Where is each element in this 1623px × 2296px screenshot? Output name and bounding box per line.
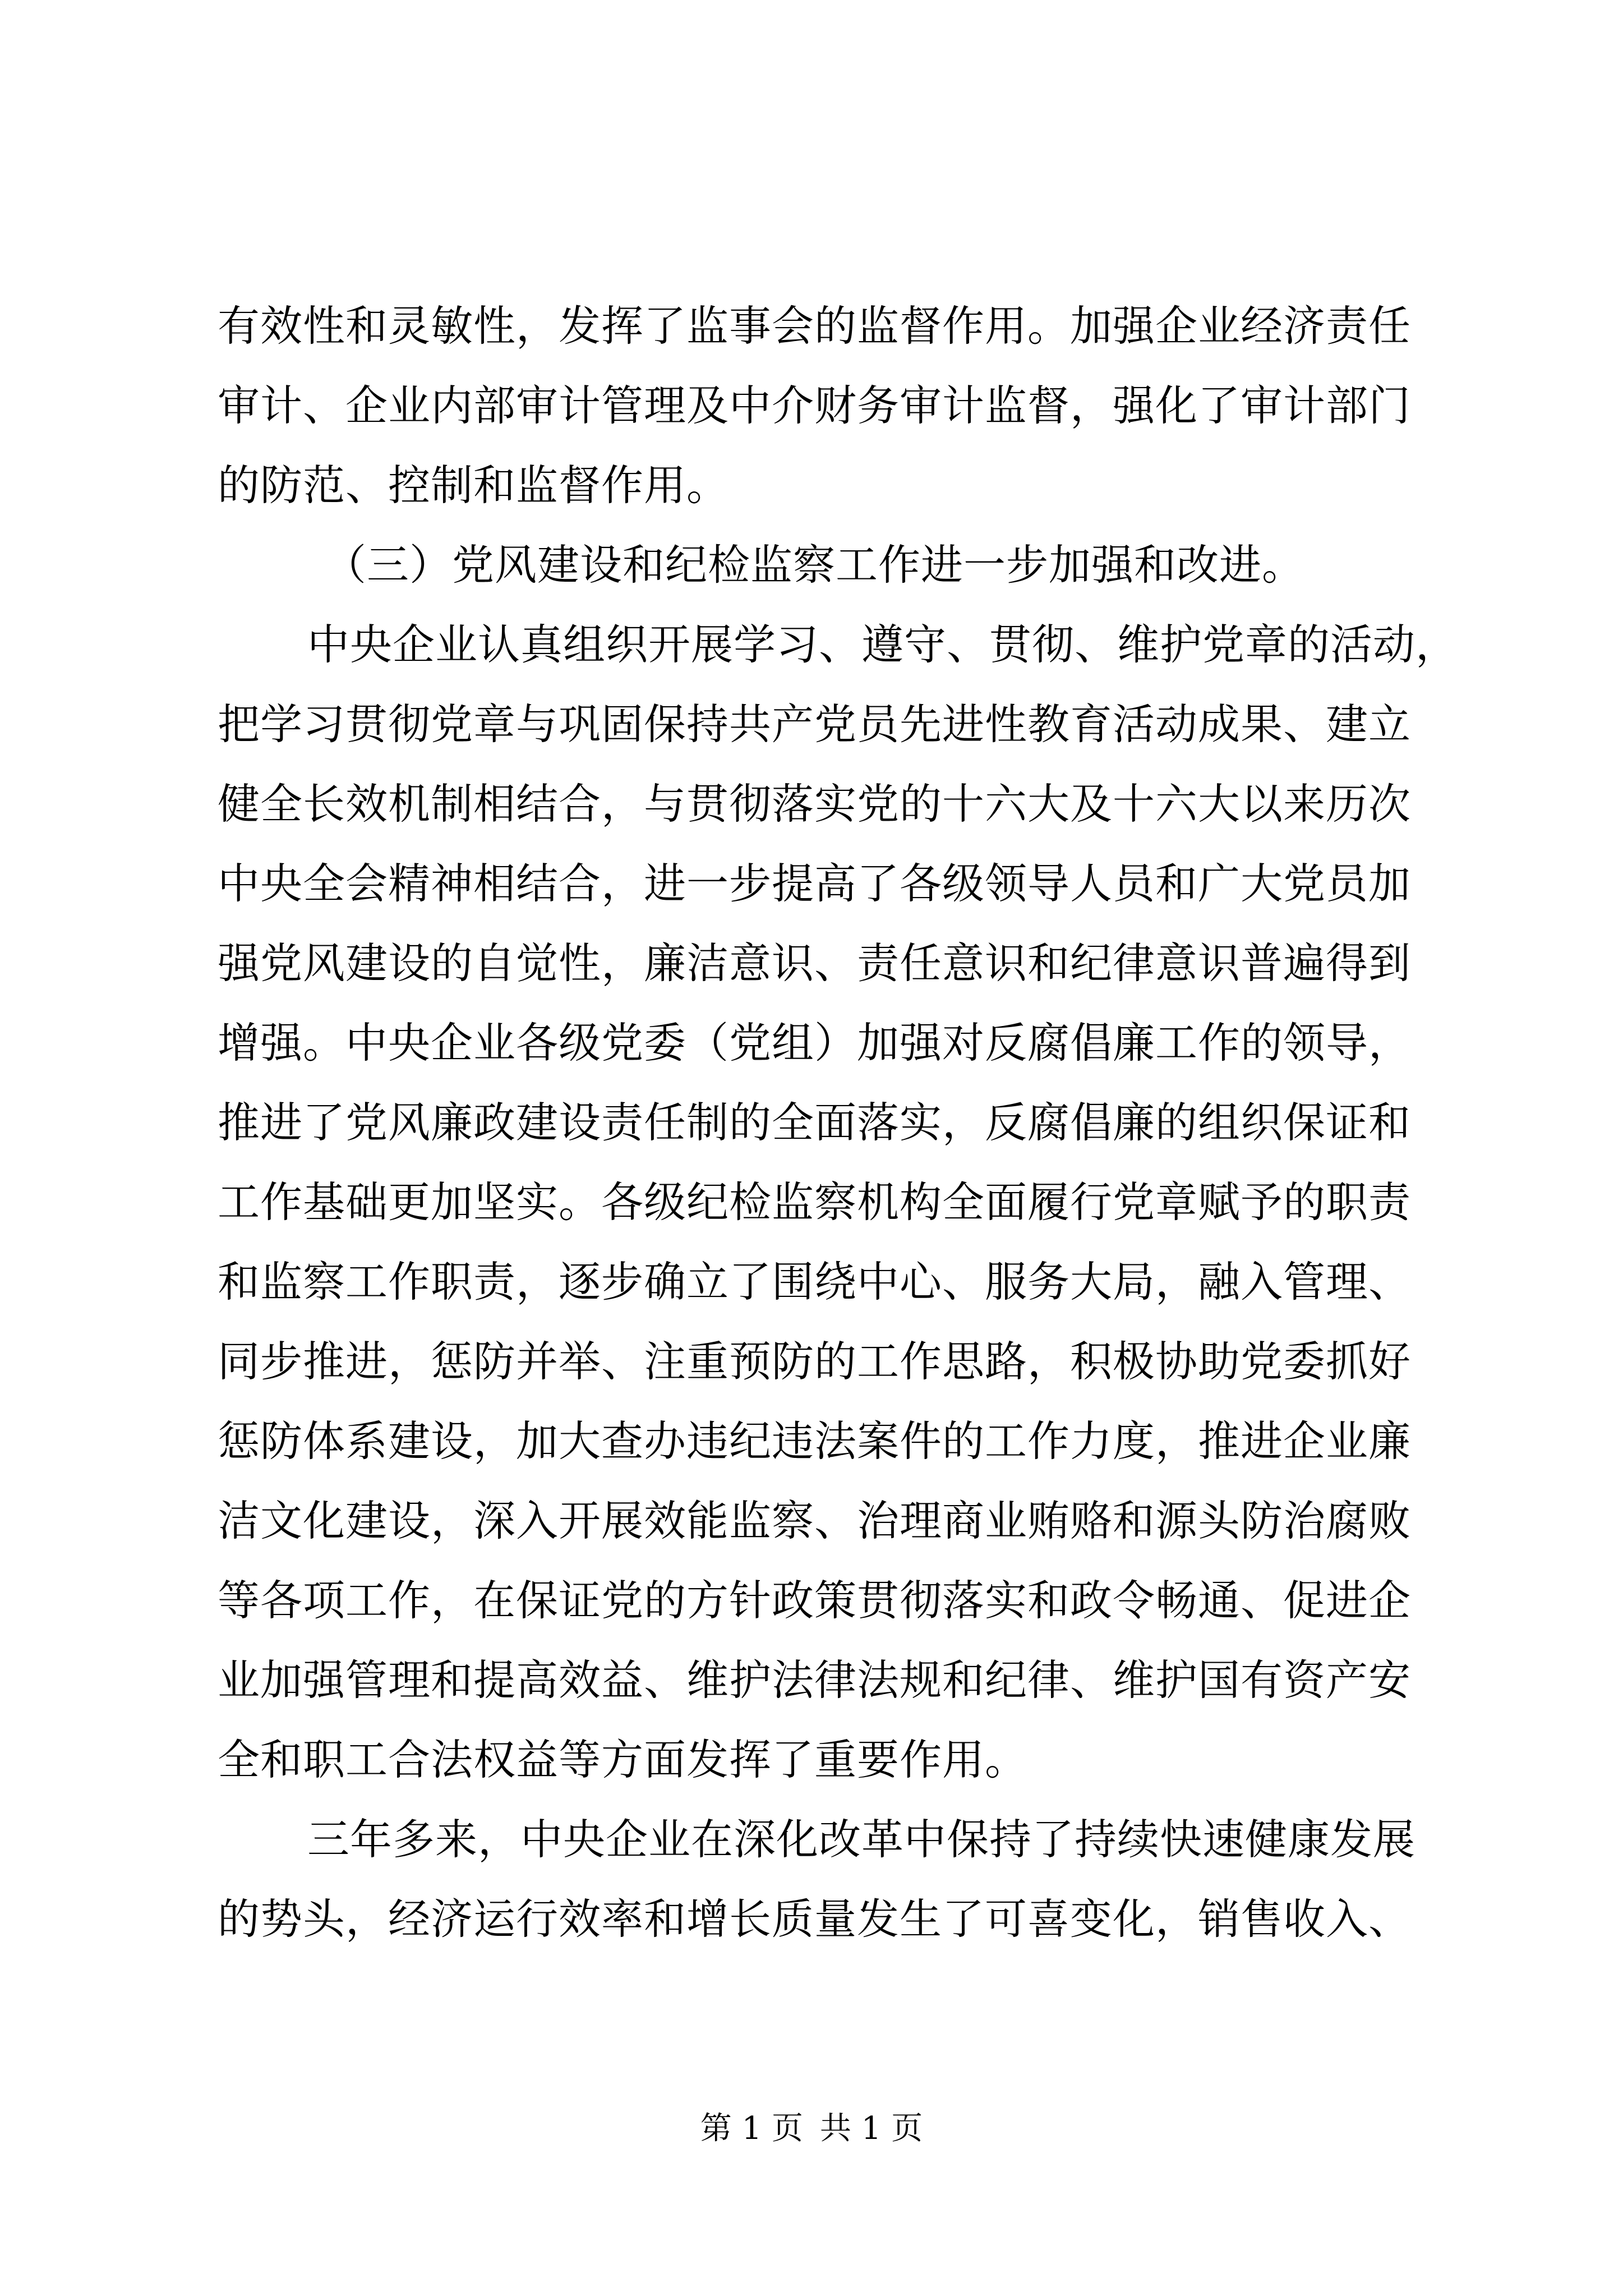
text-line: 强党风建设的自觉性，廉洁意识、责任意识和纪律意识普遍得到 [218, 938, 1412, 988]
section-heading: （三）党风建设和纪检监察工作进一步加强和改进。 [324, 540, 1305, 590]
page-total: 共 1 页 [820, 2110, 923, 2147]
text-line: 三年多来，中央企业在深化改革中保持了持续快速健康发展 [307, 1815, 1416, 1864]
text-line: 增强。中央企业各级党委（党组）加强对反腐倡廉工作的领导， [218, 1018, 1412, 1068]
document-body [218, 286, 1459, 1959]
text-line: 的防范、控制和监督作用。 [218, 461, 730, 510]
text-line: 和监察工作职责，逐步确立了围绕中心、服务大局，融入管理、 [218, 1257, 1412, 1306]
text-line: 惩防体系建设，加大查办违纪违法案件的工作力度，推进企业廉 [218, 1416, 1412, 1466]
text-line: 等各项工作，在保证党的方针政策贯彻落实和政令畅通、促进企 [218, 1576, 1412, 1625]
text-line: 全和职工合法权益等方面发挥了重要作用。 [218, 1735, 1028, 1784]
text-line: 中央全会精神相结合，进一步提高了各级领导人员和广大党员加 [218, 859, 1412, 908]
text-line: 有效性和灵敏性，发挥了监事会的监督作用。加强企业经济责任 [218, 301, 1412, 351]
page-number: 第 1 页 [700, 2110, 803, 2147]
page-footer [0, 2106, 1623, 2151]
text-line: 审计、企业内部审计管理及中介财务审计监督，强化了审计部门 [218, 381, 1412, 430]
text-line: 把学习贯彻党章与巩固保持共产党员先进性教育活动成果、建立 [218, 700, 1412, 749]
text-line: 推进了党风廉政建设责任制的全面落实，反腐倡廉的组织保证和 [218, 1098, 1412, 1147]
text-line: 洁文化建设，深入开展效能监察、治理商业贿赂和源头防治腐败 [218, 1496, 1412, 1545]
text-line: 同步推进，惩防并举、注重预防的工作思路，积极协助党委抓好 [218, 1337, 1412, 1386]
text-line: 工作基础更加坚实。各级纪检监察机构全面履行党章赋予的职责 [218, 1177, 1412, 1227]
text-line: 业加强管理和提高效益、维护法律法规和纪律、维护国有资产安 [218, 1655, 1412, 1705]
text-line: 中央企业认真组织开展学习、遵守、贯彻、维护党章的活动， [307, 620, 1459, 669]
text-line: 健全长效机制相结合，与贯彻落实党的十六大及十六大以来历次 [218, 779, 1412, 829]
text-line: 的势头，经济运行效率和增长质量发生了可喜变化，销售收入、 [218, 1894, 1412, 1944]
